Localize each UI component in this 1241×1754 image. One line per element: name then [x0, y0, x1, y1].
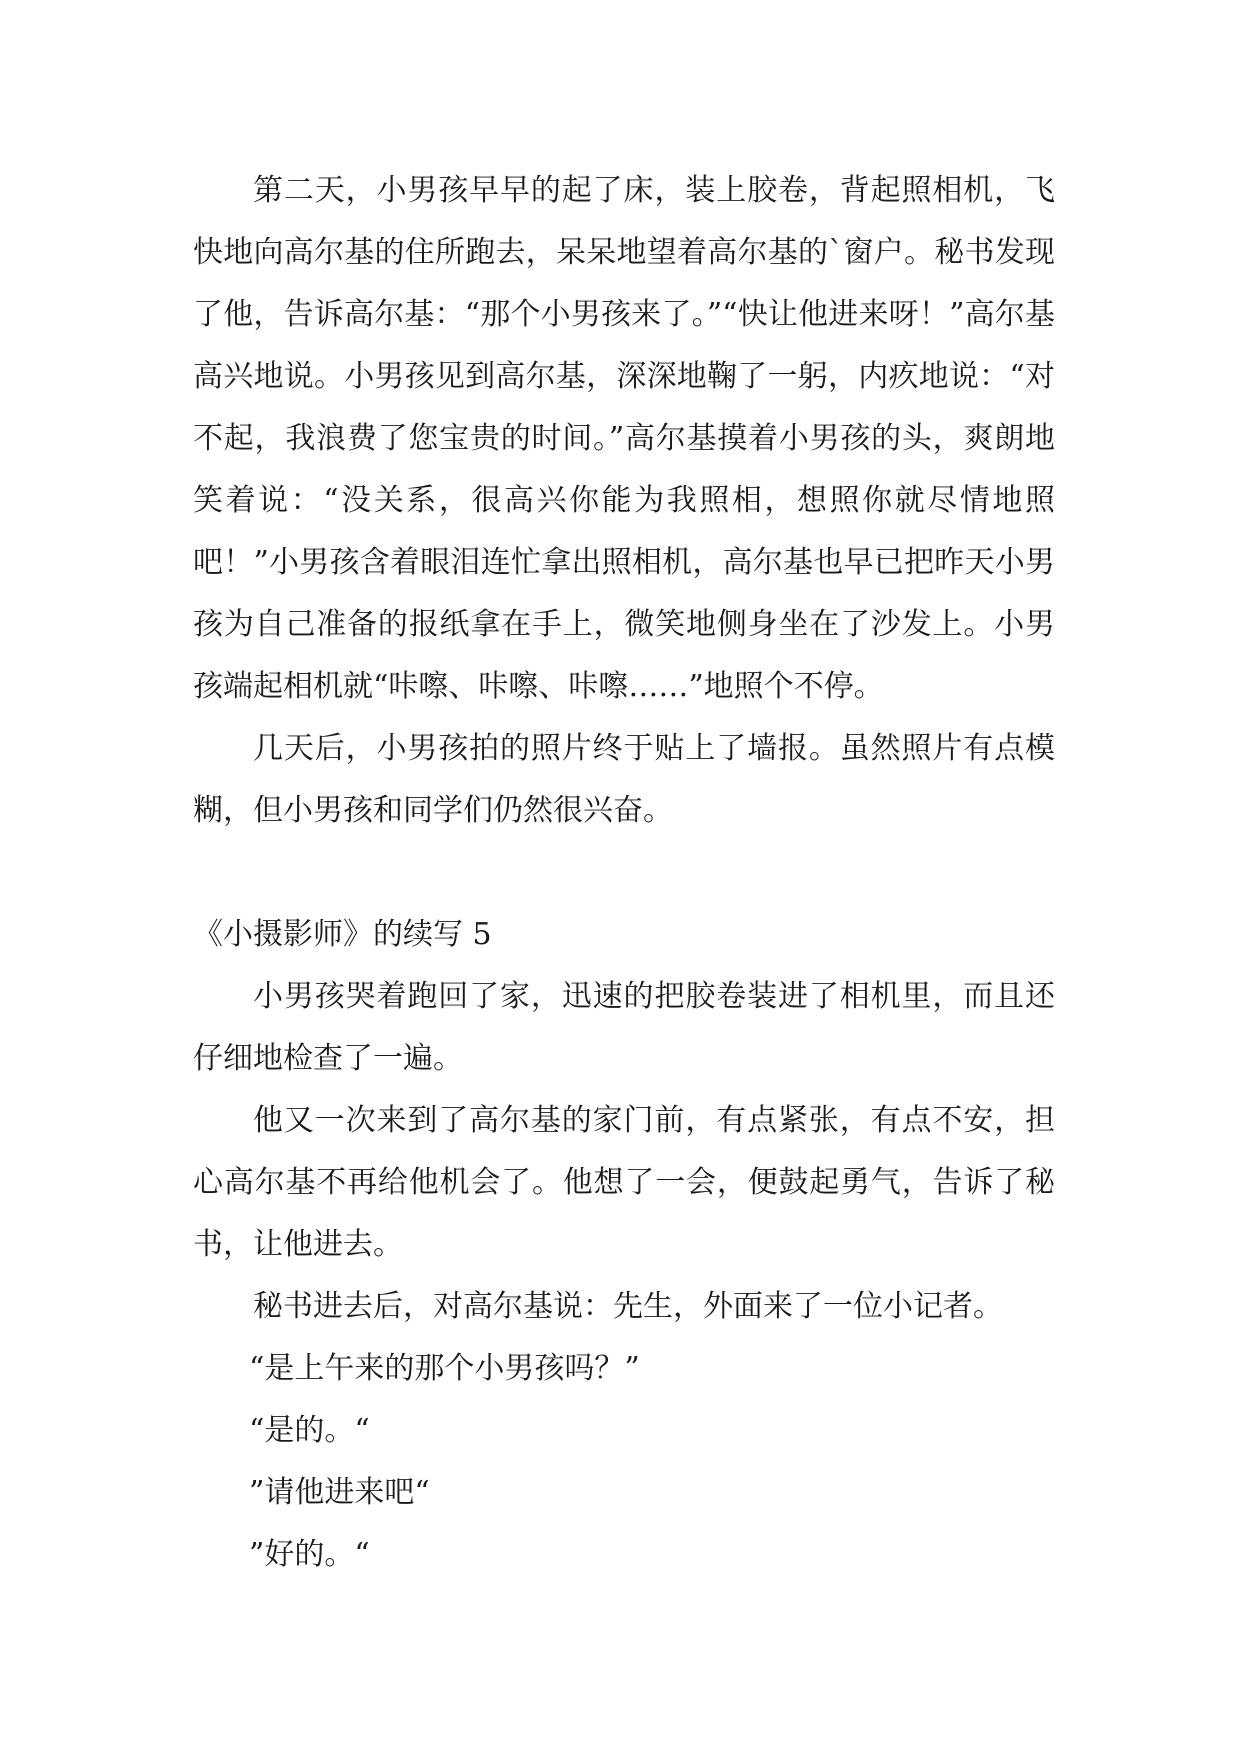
- paragraph: 小男孩哭着跑回了家，迅速的把胶卷装进了相机里，而且还仔细地检查了一遍。: [193, 979, 1055, 1076]
- dialog-line: “是的。“: [249, 1413, 370, 1448]
- document-body: [193, 160, 1055, 1586]
- paragraph: 秘书进去后，对高尔基说：先生，外面来了一位小记者。: [253, 1289, 1003, 1324]
- dialog-line: ”好的。“: [249, 1537, 370, 1572]
- paragraph: 他又一次来到了高尔基的家门前，有点紧张，有点不安，担心高尔基不再给他机会了。他想了一会，便鼓起勇气，告诉了秘书，让他进去。: [193, 1103, 1055, 1262]
- paragraph: 第二天，小男孩早早的起了床，装上胶卷，背起照相机，飞快地向高尔基的住所跑去，呆呆地望着高尔基的`窗户。秘书发现了他，告诉高尔基：“那个小男孩来了。”“快让他进来呀！”高尔基高兴地说。小男孩见到高尔基，深深地鞠了一躬，内疚地说：“对不起，我浪费了您宝贵的时间。”高尔基摸着小男孩的头，爽朗地笑着说：“没关系，很高兴你能为我照相，想照你就尽情地照吧！”小男孩含着眼泪连忙拿出照相机，高尔基也早已把昨天小男孩为自己准备的报纸拿在手上，微笑地侧身坐在了沙发上。小男孩端起相机就“咔嚓、咔嚓、咔嚓……”地照个不停。: [193, 173, 1055, 704]
- paragraph: 几天后，小男孩拍的照片终于贴上了墙报。虽然照片有点模糊，但小男孩和同学们仍然很兴奋。: [193, 731, 1055, 828]
- dialog-line: “是上午来的那个小男孩吗？”: [249, 1351, 640, 1386]
- dialog-line: ”请他进来吧“: [249, 1475, 430, 1510]
- section-title: 《小摄影师》的续写 5: [193, 917, 492, 952]
